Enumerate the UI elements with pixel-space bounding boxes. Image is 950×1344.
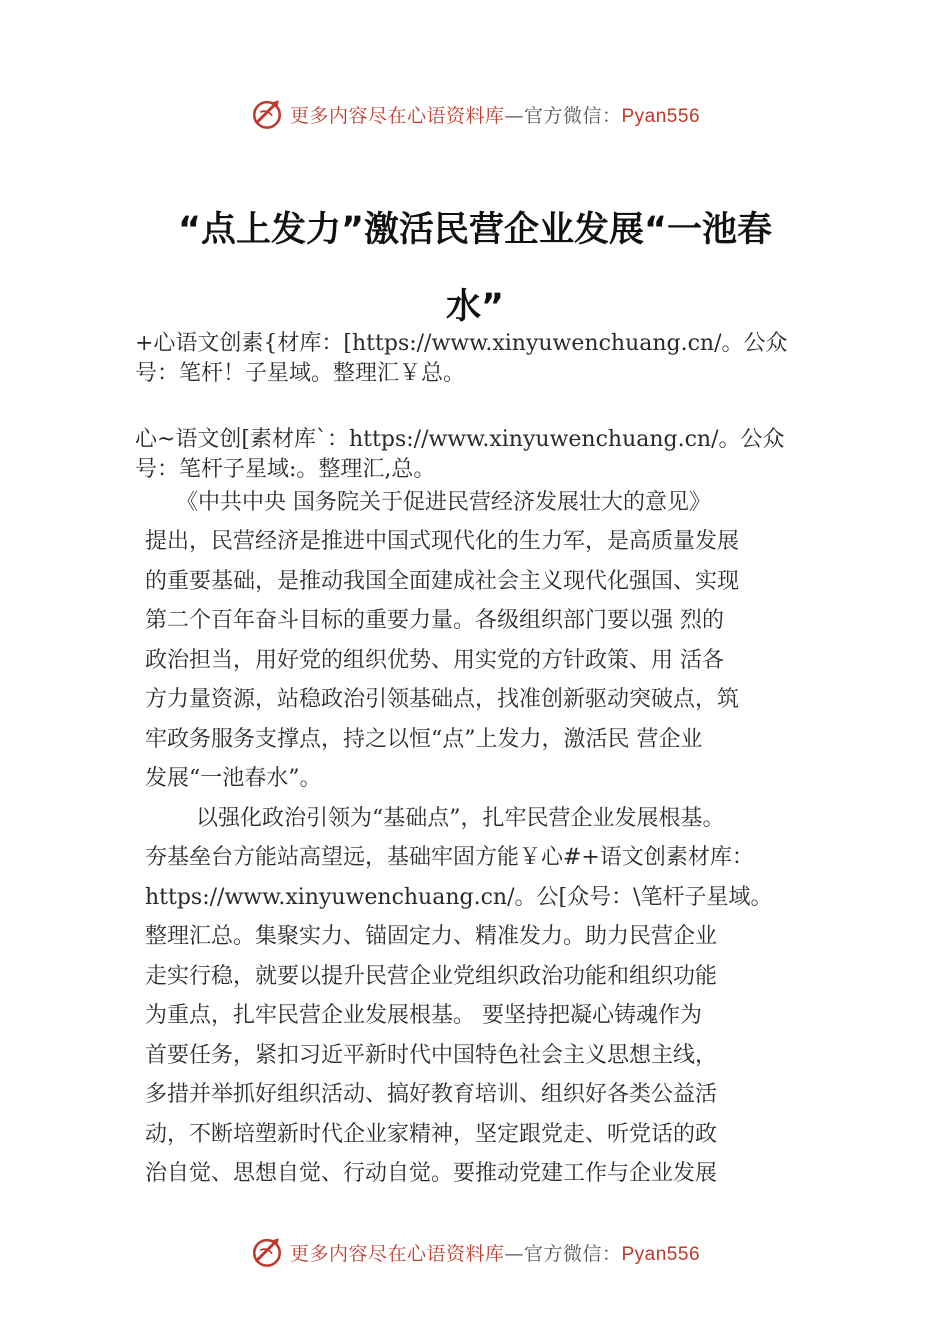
brand-logo-icon [250,97,284,131]
paragraph-1-line: 的重要基础，是推动我国全面建成社会主义现代化强国、实现 [145,569,740,594]
banner-text: 更多内容尽在心语资料库—官方微信：Pyan556 [289,104,701,127]
paragraph-2-line: 动，不断培塑新时代企业家精神，坚定跟党走、听党话的政 [145,1122,718,1147]
footer-banner [0,1232,950,1272]
banner-text: 更多内容尽在心语资料库—官方微信：Pyan556 [289,1242,701,1265]
notice-line: 号：笔杆！子星域。整理汇￥总。 [135,361,466,386]
paragraph-2-line: 多措并举抓好组织活动、搞好教育培训、组织好各类公益活 [145,1082,718,1107]
paragraph-1-line: 提出，民营经济是推进中国式现代化的生力军，是高质量发展 [145,529,740,554]
paragraph-2-line: 首要任务，紧扣习近平新时代中国特色社会主义思想主线， [145,1043,718,1068]
paragraph-1-line: 第二个百年奋斗目标的重要力量。各级组织部门要以强 烈的 [145,608,724,633]
paragraph-2-line: 走实行稳，就要以提升民营企业党组织政治功能和组织功能 [145,964,718,989]
page-title-line-1: “点上发力”激活民营企业发展“一池春 [177,210,772,250]
paragraph-2-line: https://www.xinyuwenchuang.cn/。公[众号：\笔杆子星域。 [145,885,773,910]
notice-line: +心语文创素{材库：[https://www.xinyuwenchuang.cn/。公众 [135,331,788,356]
brand-logo-icon [250,1235,284,1269]
paragraph-2-line: 治自觉、思想自觉、行动自觉。要推动党建工作与企业发展 [145,1161,718,1186]
paragraph-2-line: 整理汇总。集聚实力、锚固定力、精准发力。助力民营企业 [145,924,718,949]
paragraph-1-line: 发展“一池春水”。 [145,766,322,791]
paragraph-2-line: 以强化政治引领为“基础点”，扎牢民营企业发展根基。 [196,806,725,831]
page-title-line-2: 水” [445,287,504,327]
notice-line: 号：笔杆子星域:。整理汇,总。 [135,457,436,482]
paragraph-1-line: 牢政务服务支撑点，持之以恒“点”上发力，激活民 营企业 [145,727,703,752]
paragraph-1-line: 政治担当，用好党的组织优势、用实党的方针政策、用 活各 [145,648,724,673]
paragraph-1-line: 《中共中央 国务院关于促进民营经济发展壮大的意见》 [176,490,711,515]
paragraph-1-line: 方力量资源，站稳政治引领基础点，找准创新驱动突破点，筑 [145,687,740,712]
paragraph-2-line: 夯基垒台方能站高望远，基础牢固方能￥心#+语文创素材库： [145,845,754,870]
header-banner [0,94,950,134]
notice-line: 心~语文创[素材库`：https://www.xinyuwenchuang.cn/。公众 [135,427,785,452]
paragraph-2-line: 为重点，扎牢民营企业发展根基。 要坚持把凝心铸魂作为 [145,1003,702,1028]
